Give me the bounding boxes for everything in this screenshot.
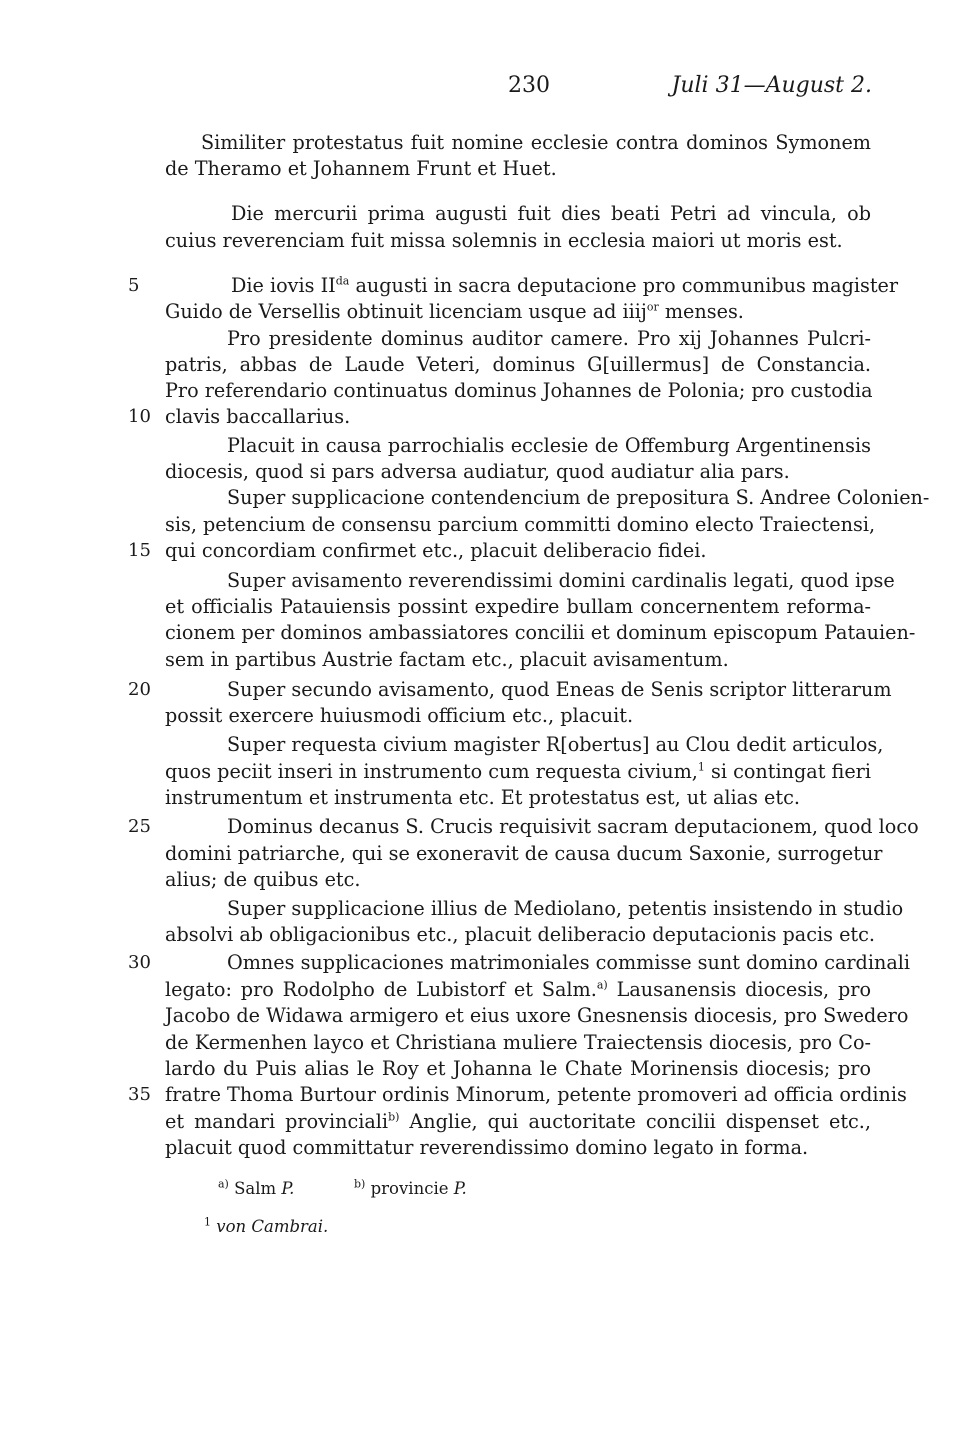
- note-marker: a): [218, 1177, 229, 1191]
- text-segment: P.: [281, 1179, 295, 1198]
- line-number: 20: [128, 679, 151, 700]
- text-line: Jacobo de Widawa armigero et eius uxore Gnesnensis diocesis, pro Swedero: [165, 1004, 909, 1027]
- text-line: patris, abbas de Laude Veteri, dominus G[uillermus] de Constancia.: [165, 353, 871, 376]
- line-number: 5: [128, 275, 140, 296]
- text-line: fratre Thoma Burtour ordinis Minorum, petente promoveri ad officia ordinis: [165, 1083, 907, 1106]
- text-segment: et mandari provinciali: [165, 1110, 389, 1133]
- text-segment: von Cambrai.: [211, 1217, 329, 1236]
- note-marker: 1: [204, 1215, 211, 1229]
- text-segment: Lausanensis diocesis, pro: [607, 978, 872, 1001]
- footnote: [204, 1216, 328, 1238]
- text-segment: Salm: [228, 1179, 282, 1198]
- text-line: [165, 273, 899, 299]
- text-line: Super supplicacione contendencium de prepositura S. Andree Colonien-: [227, 486, 930, 509]
- text-segment: Die iovis II: [231, 274, 336, 297]
- note-marker: da: [335, 274, 350, 288]
- text-line: cuius reverenciam fuit missa solemnis in ecclesia maiori ut moris est.: [165, 229, 843, 252]
- text-segment: P.: [453, 1179, 467, 1198]
- text-line: cionem per dominos ambassiatores concilii et dominum episcopum Patauien-: [165, 621, 916, 644]
- text-line: [165, 299, 871, 325]
- text-line: sem in partibus Austrie factam etc., placuit avisamentum.: [165, 648, 729, 671]
- note-marker: a): [596, 978, 608, 992]
- text-line: Omnes supplicaciones matrimoniales commisse sunt domino cardinali: [227, 951, 911, 974]
- text-line: Pro presidente dominus auditor camere. Pro xij Johannes Pulcri-: [227, 327, 871, 350]
- text-line: alius; de quibus etc.: [165, 868, 361, 891]
- text-line: Die mercurii prima augusti fuit dies beati Petri ad vincula, ob: [231, 202, 871, 225]
- text-line: Super secundo avisamento, quod Eneas de Senis scriptor litterarum: [227, 678, 892, 701]
- text-line: clavis baccallarius.: [165, 405, 351, 428]
- text-segment: Guido de Versellis obtinuit licenciam usque ad iiij: [165, 300, 647, 323]
- text-line: Super supplicacione illius de Mediolano, petentis insistendo in studio: [227, 897, 904, 920]
- text-line: de Theramo et Johannem Frunt et Huet.: [165, 157, 557, 180]
- text-line: sis, petencium de consensu parcium committi domino electo Traiectensi,: [165, 513, 876, 536]
- line-number: 15: [128, 540, 151, 561]
- text-line: [165, 1109, 871, 1135]
- note-marker: b): [354, 1177, 366, 1191]
- text-line: Placuit in causa parrochialis ecclesie de Offemburg Argentinensis: [227, 434, 871, 457]
- text-segment: Anglie, qui auctoritate concilii dispenset etc.,: [399, 1110, 871, 1133]
- text-line: Super avisamento reverendissimi domini cardinalis legati, quod ipse: [227, 569, 895, 592]
- text-line: Pro referendario continuatus dominus Johannes de Polonia; pro custodia: [165, 379, 873, 402]
- footnote: [218, 1178, 294, 1200]
- footnote: [354, 1178, 467, 1200]
- text-segment: augusti in sacra deputacione pro communibus magister: [349, 274, 899, 297]
- note-marker: b): [388, 1110, 400, 1124]
- text-line: [165, 977, 871, 1003]
- text-line: diocesis, quod si pars adversa audiatur, quod audiatur alia pars.: [165, 460, 790, 483]
- line-number: 10: [128, 406, 151, 427]
- line-number: 25: [128, 816, 151, 837]
- text-segment: provincie: [365, 1179, 454, 1198]
- text-line: Dominus decanus S. Crucis requisivit sacram deputacionem, quod loco: [227, 815, 919, 838]
- running-title: Juli 31—August 2.: [671, 73, 872, 98]
- page-number: 230: [508, 73, 550, 98]
- text-line: et officialis Patauiensis possint expedire bullam concernentem reforma-: [165, 595, 871, 618]
- text-line: de Kermenhen layco et Christiana muliere Traiectensis diocesis, pro Co-: [165, 1031, 871, 1054]
- text-line: Super requesta civium magister R[obertus] au Clou dedit articulos,: [227, 733, 884, 756]
- line-number: 35: [128, 1084, 151, 1105]
- text-segment: legato: pro Rodolpho de Lubistorf et Salm.: [165, 978, 597, 1001]
- text-segment: menses.: [658, 300, 744, 323]
- text-line: placuit quod committatur reverendissimo domino legato in forma.: [165, 1136, 809, 1159]
- text-line: lardo du Puis alias le Roy et Johanna le Chate Morinensis diocesis; pro: [165, 1057, 871, 1080]
- text-segment: quos peciit inseri in instrumento cum requesta civium,: [165, 760, 698, 783]
- text-line: [165, 759, 871, 785]
- text-line: domini patriarche, qui se exoneravit de causa ducum Saxonie, surrogetur: [165, 842, 883, 865]
- text-line: Similiter protestatus fuit nomine ecclesie contra dominos Symonem: [201, 131, 871, 154]
- text-segment: si contingat fieri: [704, 760, 871, 783]
- text-line: absolvi ab obligacionibus etc., placuit deliberacio deputacionis pacis etc.: [165, 923, 875, 946]
- line-number: 30: [128, 952, 151, 973]
- text-line: instrumentum et instrumenta etc. Et protestatus est, ut alias etc.: [165, 786, 800, 809]
- note-marker: 1: [697, 760, 705, 774]
- text-line: qui concordiam confirmet etc., placuit deliberacio fidei.: [165, 539, 707, 562]
- text-line: possit exercere huiusmodi officium etc., placuit.: [165, 704, 634, 727]
- note-marker: or: [646, 300, 659, 314]
